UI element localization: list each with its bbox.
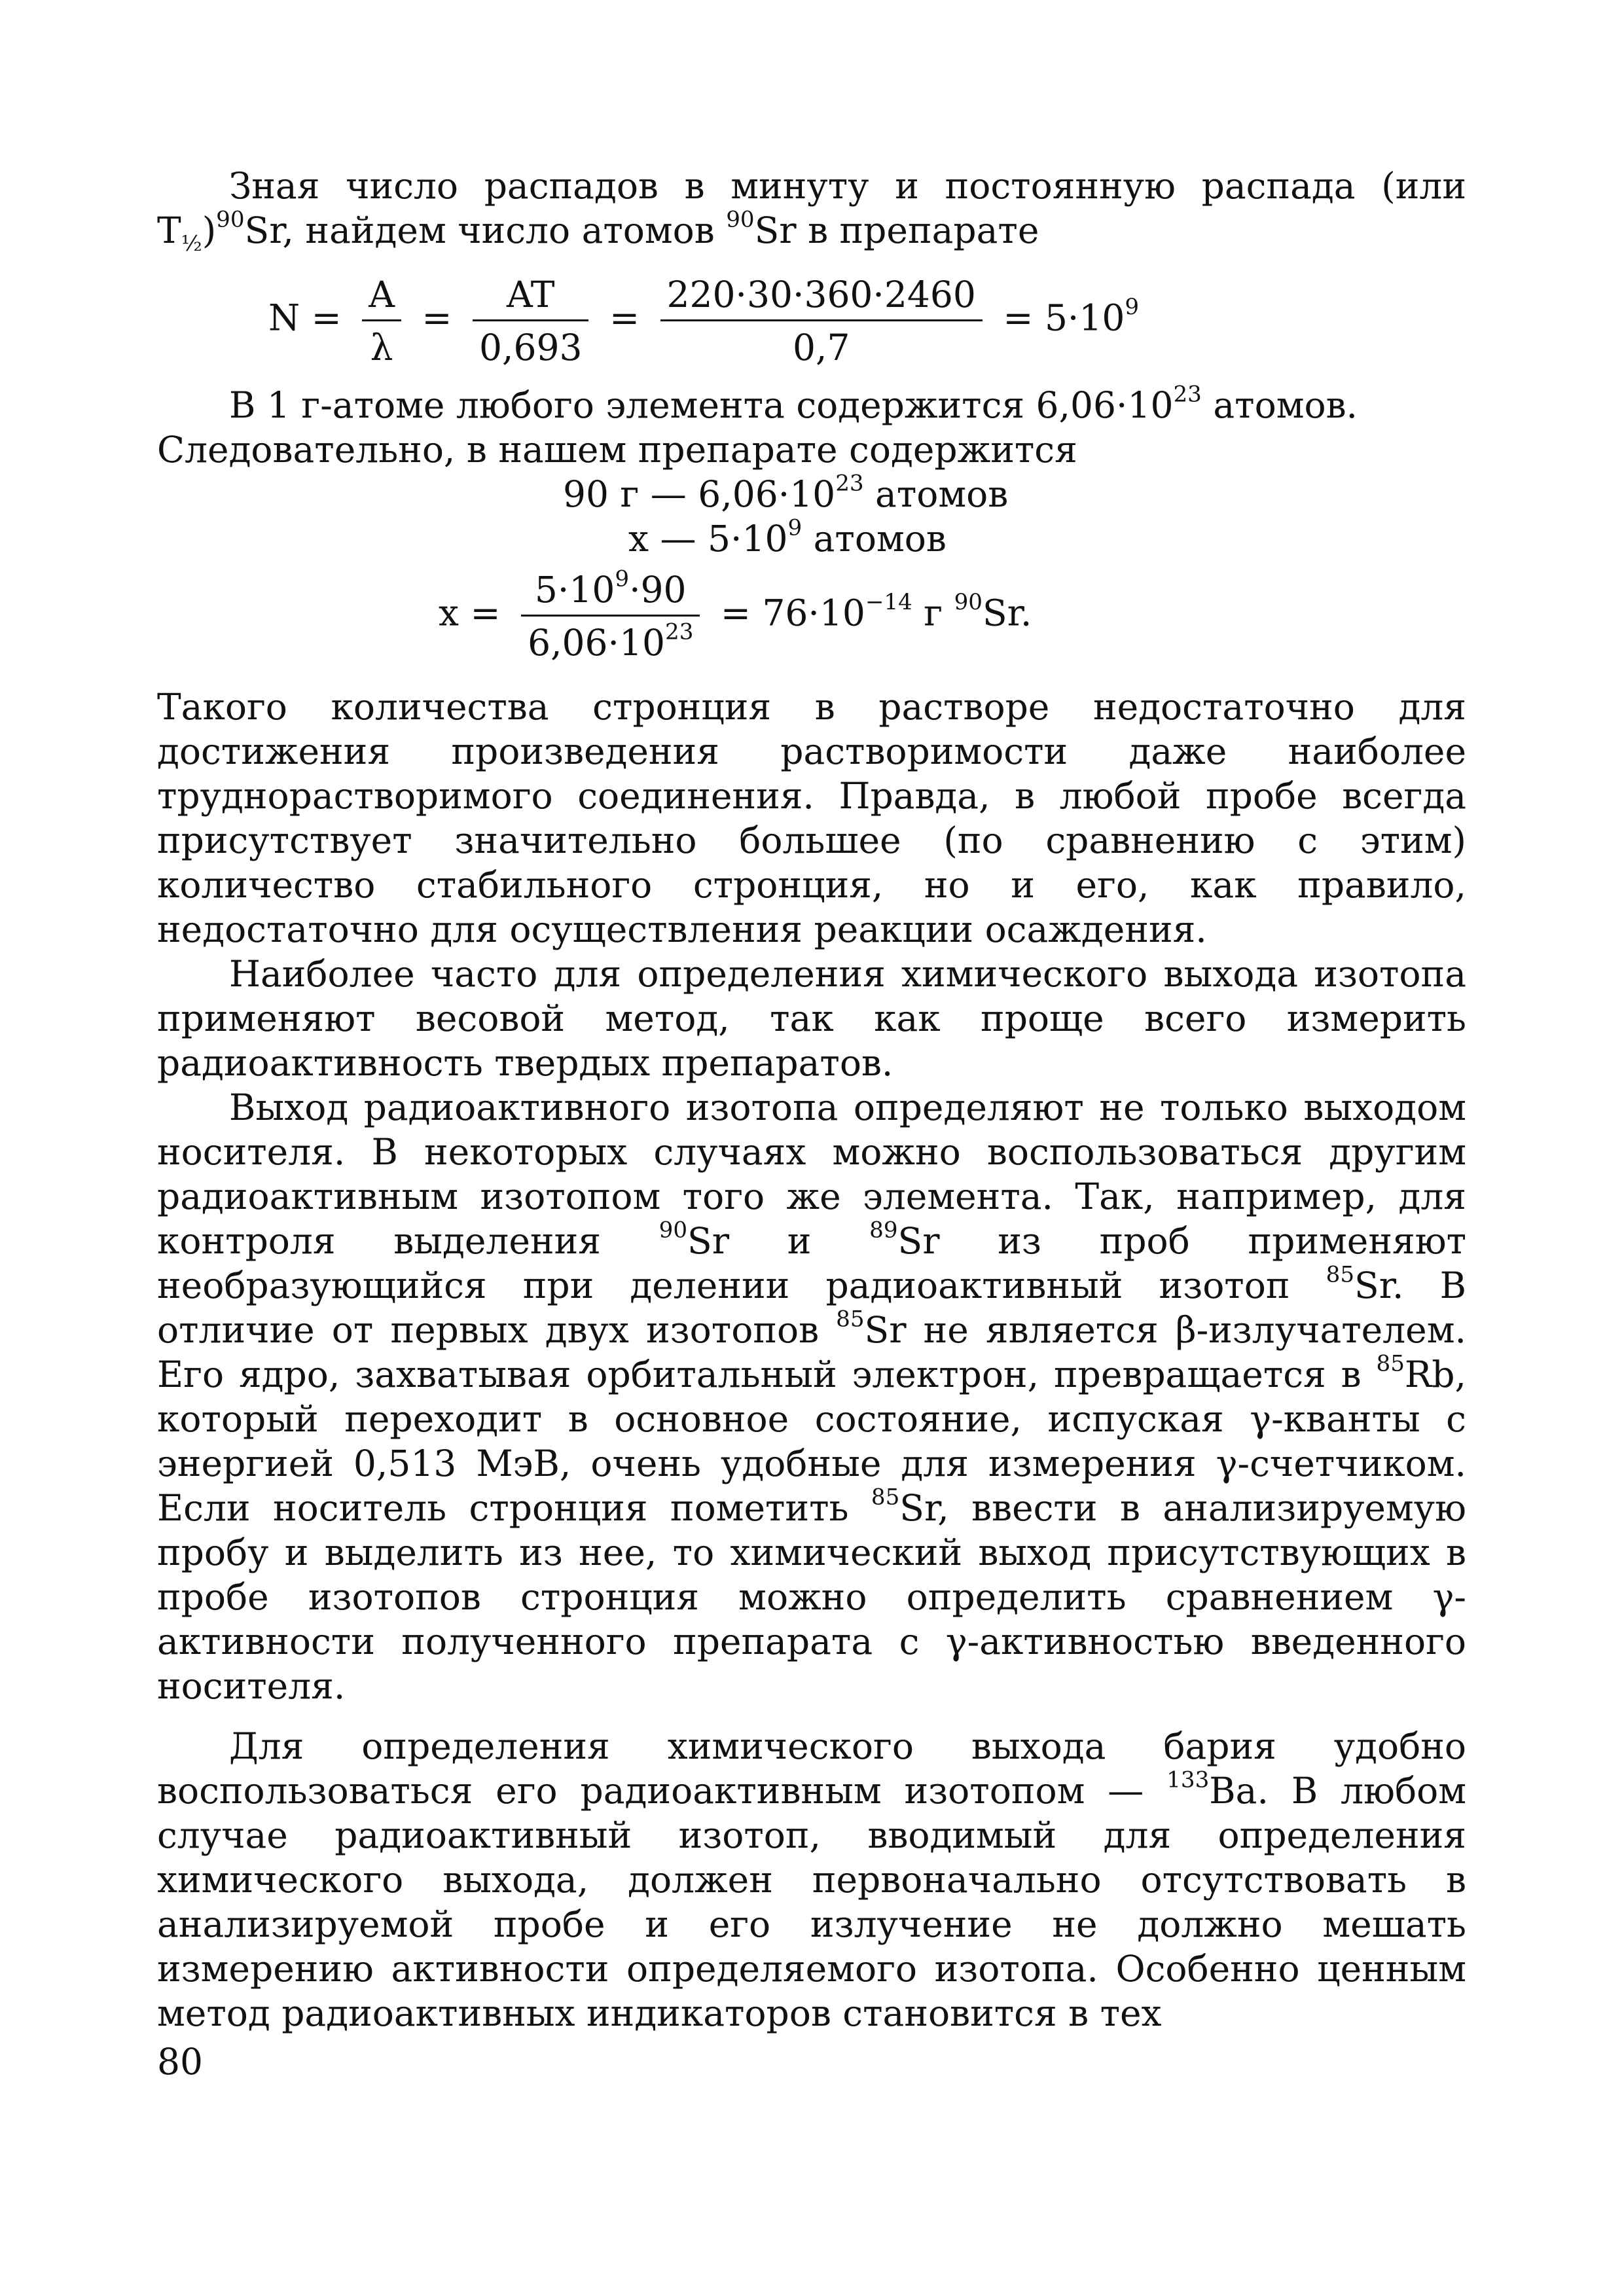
equals-sign: = bbox=[609, 296, 640, 339]
proportion-2-exp: 9 bbox=[787, 514, 803, 541]
intro-end: Sr в препарате bbox=[754, 209, 1039, 251]
gram-atom-text: В 1 г-атоме любого элемента содержится 6,06·10 bbox=[229, 384, 1174, 426]
proportion-1-exp: 23 bbox=[835, 470, 864, 497]
x-result-unit: г bbox=[912, 592, 954, 634]
isotope-text-c: Sr из проб применяют необразующийся при делении радиоактивный изотоп bbox=[157, 1220, 1467, 1306]
num-exp: 9 bbox=[615, 565, 630, 592]
page-number: 80 bbox=[157, 2041, 203, 2083]
isotope-text-d: Sr. В отличие от первых двух изотопов bbox=[157, 1265, 1467, 1351]
isotope-text-f: Rb, который переходит в основное состояние, испуская γ-кванты с энергией 0,513 МэВ, очень удобные для измерения γ-счетчиком. Если носитель стронция пометить bbox=[157, 1354, 1466, 1529]
x-result-isotope-mass: 90 bbox=[954, 588, 983, 615]
proportion-1-text: 90 г — 6,06·10 bbox=[563, 473, 836, 515]
fraction-numerator: 220·30·360·2460 bbox=[660, 272, 983, 321]
barium-text-b: Ba. В любом случае радиоактивный изотоп, вводимый для определения химического выхода, должен первоначально отсутствовать в анализируемой пробе и его излучение не должно мешать измерению активности определяемого изотопа. Особенно ценным метод радиоактивных индикаторов становится в тех bbox=[157, 1770, 1466, 2034]
fraction-denominator: 0,7 bbox=[792, 327, 850, 368]
gram-atom-end: атомов. bbox=[1201, 384, 1358, 426]
sup-90: 90 bbox=[216, 206, 245, 233]
page bbox=[157, 164, 1466, 2084]
sup-90-b: 90 bbox=[726, 206, 755, 233]
fraction-numerator: AT bbox=[473, 272, 588, 321]
intro-line-1: Зная число распадов в минуту и постоянную распада (или bbox=[229, 165, 1466, 207]
equals-sign: = bbox=[422, 296, 452, 339]
paragraph-weight-method: Наиболее часто для определения химического выхода изотопа применяют весовой метод, так как проще всего измерить радиоактивность твердых препаратов. bbox=[157, 953, 1466, 1084]
isotope-text-e: Sr не является β-излучателем. Его ядро, захватывая орбитальный электрон, превращается в bbox=[157, 1309, 1466, 1395]
fraction-denominator: 0,693 bbox=[478, 327, 583, 368]
fraction-denominator: λ bbox=[370, 327, 393, 368]
fraction-numerator: A bbox=[362, 272, 401, 321]
fraction-numerator bbox=[521, 567, 700, 617]
paragraph-barium bbox=[157, 1724, 1466, 2036]
isotope-sup-2: 89 bbox=[869, 1217, 898, 1244]
isotope-sup-1: 90 bbox=[659, 1217, 688, 1244]
den-exp: 23 bbox=[665, 619, 694, 645]
x-result-element: Sr. bbox=[983, 592, 1032, 634]
fraction-a-lambda bbox=[362, 272, 401, 370]
x-result: = 76·10 bbox=[720, 592, 865, 634]
formula-result: = 5·10 bbox=[1003, 296, 1125, 339]
formula-n-label: N = bbox=[268, 296, 342, 339]
proportion-2-text: x — 5·10 bbox=[628, 518, 788, 560]
paragraph-therefore bbox=[157, 427, 1466, 472]
formula-x-label: x = bbox=[439, 592, 501, 634]
half-subscript: ½ bbox=[181, 230, 202, 256]
proportion-1-unit: атомов bbox=[863, 473, 1009, 515]
paragraph-isotope-yield bbox=[157, 1085, 1466, 1708]
fraction-at bbox=[473, 272, 588, 370]
barium-sup: 133 bbox=[1166, 1767, 1210, 1793]
paragraph-intro bbox=[157, 164, 1466, 266]
isotope-text-b: Sr и bbox=[687, 1220, 870, 1262]
intro-mid: Sr, найдем число атомов bbox=[244, 209, 727, 251]
isotope-sup-6: 85 bbox=[871, 1484, 900, 1511]
proportion-line-1 bbox=[157, 472, 1466, 516]
num-part-a: 5·10 bbox=[534, 569, 615, 611]
num-part-b: ·90 bbox=[629, 569, 687, 611]
paren-close: ) bbox=[202, 209, 217, 251]
isotope-text-a: Выход радиоактивного изотопа определяют не только выходом носителя. В некоторых случаях можно воспользоваться другим радиоактивным изотопом того же элемента. Так, например, для контроля выделения bbox=[157, 1086, 1466, 1262]
barium-text-a: Для определения химического выхода бария удобно воспользоваться его радиоактивным изотопом — bbox=[157, 1725, 1466, 1812]
isotope-text-g: Sr, ввести в анализируемую пробу и выделить из нее, то химический выход присутствующих в пробе изотопов стронция можно определить сравнением γ-активности полученного препарата с γ-активностью введенного носителя. bbox=[157, 1487, 1467, 1707]
therefore-line: Следовательно, в нашем препарате содержится bbox=[157, 429, 1077, 471]
fraction-denominator bbox=[521, 617, 700, 665]
isotope-sup-4: 85 bbox=[836, 1306, 865, 1333]
formula-x bbox=[157, 567, 1466, 665]
formula-n-atoms bbox=[157, 272, 1466, 370]
isotope-sup-5: 85 bbox=[1376, 1350, 1405, 1377]
fraction-numeric bbox=[660, 272, 983, 370]
paragraph-insufficient: Такого количества стронция в растворе недостаточно для достижения произведения растворимости даже наиболее труднорастворимого соединения. Правда, в любой пробе всегда присутствует значительно большее (по сравнению с этим) количество стабильного стронция, но и его, как правило, недостаточно для осуществления реакции осаждения. bbox=[157, 686, 1466, 950]
fraction-x bbox=[521, 567, 700, 665]
proportion-2-unit: атомов bbox=[802, 518, 947, 560]
den-part-a: 6,06·10 bbox=[528, 622, 666, 664]
isotope-sup-3: 85 bbox=[1326, 1261, 1355, 1288]
t-symbol: T bbox=[157, 209, 181, 251]
avogadro-exponent: 23 bbox=[1173, 381, 1202, 408]
paragraph-gram-atom bbox=[157, 383, 1466, 427]
result-exponent: 9 bbox=[1125, 293, 1140, 320]
x-result-exp: −14 bbox=[865, 588, 912, 615]
proportion-line-2 bbox=[157, 516, 1466, 561]
